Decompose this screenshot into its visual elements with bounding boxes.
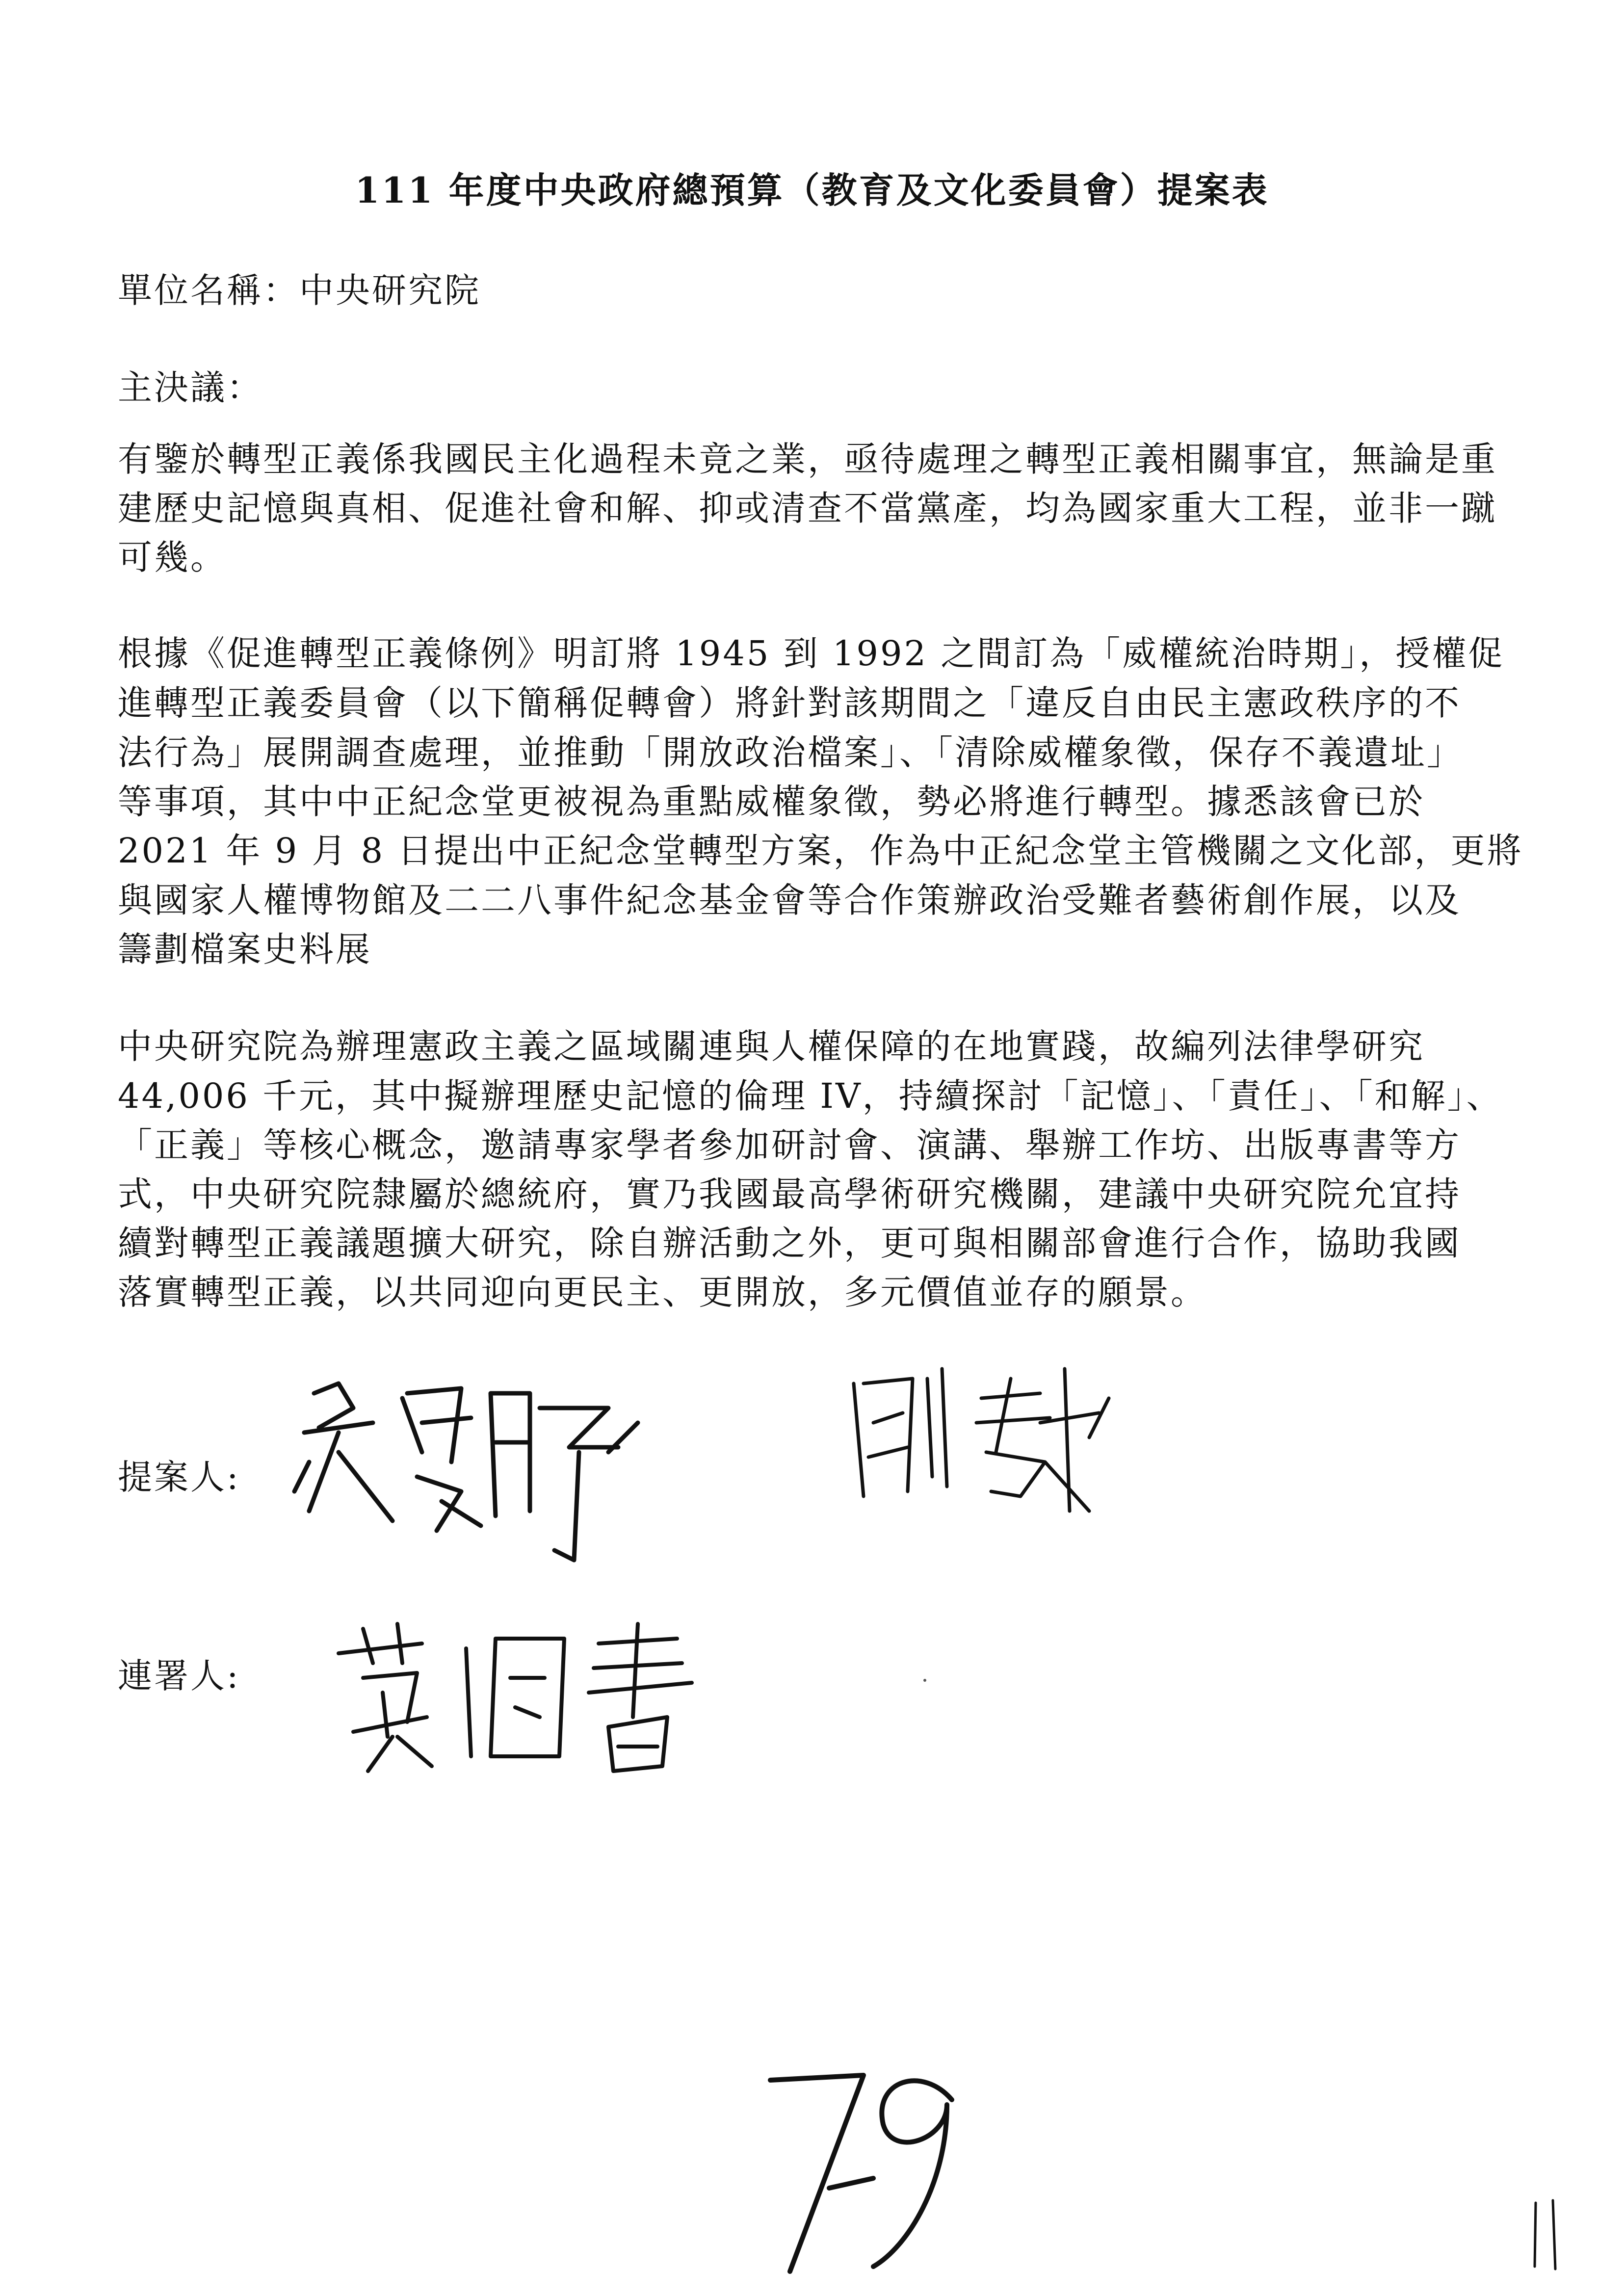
unit-name: 單位名稱：中央研究院 <box>118 270 481 311</box>
signature-proposer-1 <box>275 1364 667 1599</box>
proposer-label: 提案人: <box>118 1457 240 1497</box>
paragraph-line: 等事項，其中中正紀念堂更被視為重點威權象徵，勢必將進行轉型。據悉該會已於 <box>118 782 1425 822</box>
signature-proposer-2 <box>834 1349 1128 1545</box>
scan-speck <box>922 1678 932 1688</box>
paragraph-line: 根據《促進轉型正義條例》明訂將 1945 到 1992 之間訂為「威權統治時期」，授權促 <box>118 633 1505 674</box>
paragraph-line: 續對轉型正義議題擴大研究，除自辦活動之外，更可與相關部會進行合作，協助我國 <box>118 1223 1461 1263</box>
paragraph-line: 中央研究院為辦理憲政主義之區域關連與人權保障的在地實踐，故編列法律學研究 <box>118 1026 1425 1067</box>
paragraph-line: 法行為」展開調查處理，並推動「開放政治檔案」、「清除威權象徵，保存不義遺址」 <box>118 732 1463 773</box>
paragraph-line: 與國家人權博物館及二二八事件紀念基金會等合作策辦政治受難者藝術創作展，以及 <box>118 880 1461 920</box>
paragraph-line: 可幾。 <box>118 537 227 577</box>
document-title: 111 年度中央政府總預算（教育及文化委員會）提案表 <box>355 169 1269 211</box>
paragraph-line: 「正義」等核心概念，邀請專家學者參加研討會、演講、舉辦工作坊、出版專書等方 <box>118 1125 1461 1165</box>
paragraph-line: 落實轉型正義，以共同迎向更民主、更開放，多元價值並存的願景。 <box>118 1272 1207 1312</box>
paragraph-line: 建歷史記憶與真相、促進社會和解、抑或清查不當黨產，均為國家重大工程，並非一蹴 <box>118 488 1497 528</box>
paragraph-line: 有鑒於轉型正義係我國民主化過程未竟之業，亟待處理之轉型正義相關事宜，無論是重 <box>118 439 1497 479</box>
paragraph-line: 44,006 千元，其中擬辦理歷史記憶的倫理 IV，持續探討「記憶」、「責任」、「和解」、 <box>118 1076 1503 1116</box>
cosigner-label: 連署人: <box>118 1656 240 1696</box>
corner-mark-drawing <box>1526 2193 1565 2281</box>
paragraph-line: 式，中央研究院隸屬於總統府，實乃我國最高學術研究機關，建議中央研究院允宜持 <box>118 1174 1461 1214</box>
signature-cosigner <box>334 1609 756 1786</box>
paragraph-line: 進轉型正義委員會（以下簡稱促轉會）將針對該期間之「違反自由民主憲政秩序的不 <box>118 683 1461 723</box>
handwritten-79-drawing <box>760 2061 967 2286</box>
paragraph-line: 2021 年 9 月 8 日提出中正紀念堂轉型方案，作為中正紀念堂主管機關之文化部，更將 <box>118 831 1523 871</box>
paragraph-line: 籌劃檔案史料展 <box>118 929 372 969</box>
main-resolution-label: 主決議： <box>118 367 263 408</box>
